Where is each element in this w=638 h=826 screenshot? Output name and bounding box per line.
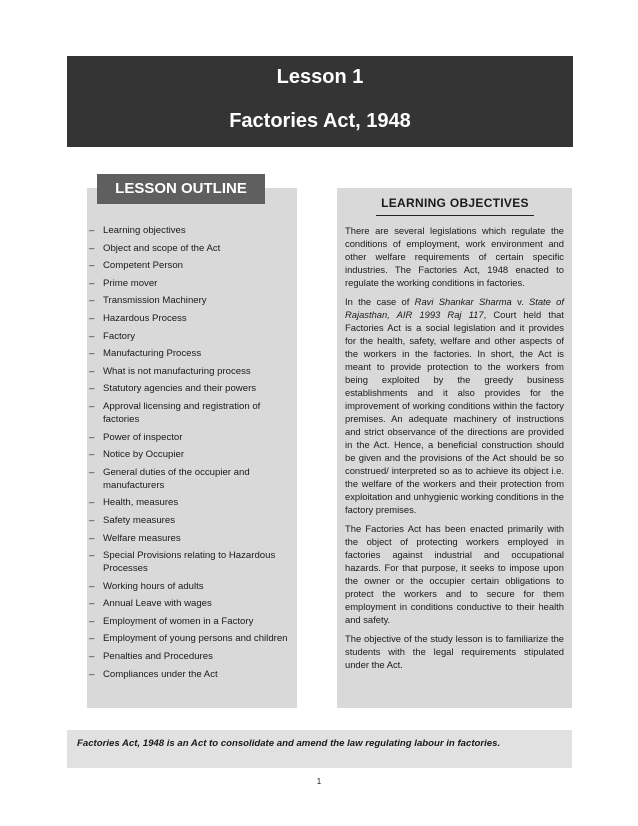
case-versus: v. <box>511 296 529 307</box>
objectives-paragraph-3: The Factories Act has been enacted primarily with the object of protecting workers employed in factories against industrial and occupational hazards. For that purpose, it seeks to impose upon the owner or the occupier certain obligations to protect the workers and to secure for them employment in conditions conductive to their health and safety. <box>345 523 564 625</box>
outline-item: – Employment of young persons and children <box>89 632 289 645</box>
outline-item: – Power of inspector <box>89 431 289 444</box>
outline-item: – Annual Leave with wages <box>89 597 289 610</box>
act-summary: Factories Act, 1948 is an Act to consolidate and amend the law regulating labour in factories. <box>67 730 572 768</box>
outline-item: – What is not manufacturing process <box>89 365 289 378</box>
lesson-header <box>67 56 573 147</box>
outline-item: – Health, measures <box>89 496 289 509</box>
case-intro: In the case of <box>345 296 415 307</box>
page-number: 1 <box>316 777 322 786</box>
outline-item: – Penalties and Procedures <box>89 650 289 663</box>
outline-item: – Special Provisions relating to Hazardous Processes <box>89 549 289 575</box>
outline-item: – Statutory agencies and their powers <box>89 382 289 395</box>
objectives-paragraph-4: The objective of the study lesson is to familiarize the students with the legal requirements stipulated under the Act. <box>345 633 564 670</box>
case-holding: , Court held that Factories Act is a social legislation and it provides for the health, safety, welfare and other aspects of the workers in the factories. In short, the Act is meant to provide protection to the workers from being exploited by the greedy business establishments and it also provides for the improvement of working conditions within the factory premises. An adequate machinery of instructions and strict observance of the directions are provided in the Act. Hence, a beneficial construction should be given and the provisions of the Act should be so construed/ interpreted so as to achieve its object i.e. the welfare of the workers and their protection from exploitation and unhygienic working conditions in the factory premises. <box>345 309 564 515</box>
objectives-paragraph-2 <box>345 295 564 516</box>
objectives-paragraph-1: There are several legislations which regulate the conditions of employment, work environment and other welfare requirements of certain specific industries. The Factories Act, 1948 enacted to regulate the working conditions in factories. <box>345 225 564 288</box>
learning-objectives-heading: LEARNING OBJECTIVES <box>376 196 534 216</box>
outline-item: – Working hours of adults <box>89 580 289 593</box>
outline-item: – Learning objectives <box>89 224 289 237</box>
outline-item: – Welfare measures <box>89 532 289 545</box>
lesson-outline-list <box>89 224 289 685</box>
learning-objectives-text <box>345 224 564 677</box>
outline-item: – Hazardous Process <box>89 312 289 325</box>
outline-item: – Transmission Machinery <box>89 294 289 307</box>
lesson-number: Lesson 1 <box>276 66 364 88</box>
lesson-outline-label: LESSON OUTLINE <box>97 174 265 204</box>
outline-item: – General duties of the occupier and manufacturers <box>89 466 289 492</box>
case-citation: State of Rajasthan, AIR 1993 Raj 117 <box>345 296 564 320</box>
outline-item: – Compliances under the Act <box>89 668 289 681</box>
outline-item: – Notice by Occupier <box>89 448 289 461</box>
outline-item: – Factory <box>89 330 289 343</box>
lesson-title: Factories Act, 1948 <box>229 110 411 132</box>
outline-item: – Employment of women in a Factory <box>89 615 289 628</box>
outline-item: – Safety measures <box>89 514 289 527</box>
outline-item: – Manufacturing Process <box>89 347 289 360</box>
outline-item: – Object and scope of the Act <box>89 242 289 255</box>
outline-item: – Competent Person <box>89 259 289 272</box>
outline-item: – Prime mover <box>89 277 289 290</box>
outline-item: – Approval licensing and registration of factories <box>89 400 289 426</box>
case-party: Ravi Shankar Sharma <box>414 296 512 307</box>
